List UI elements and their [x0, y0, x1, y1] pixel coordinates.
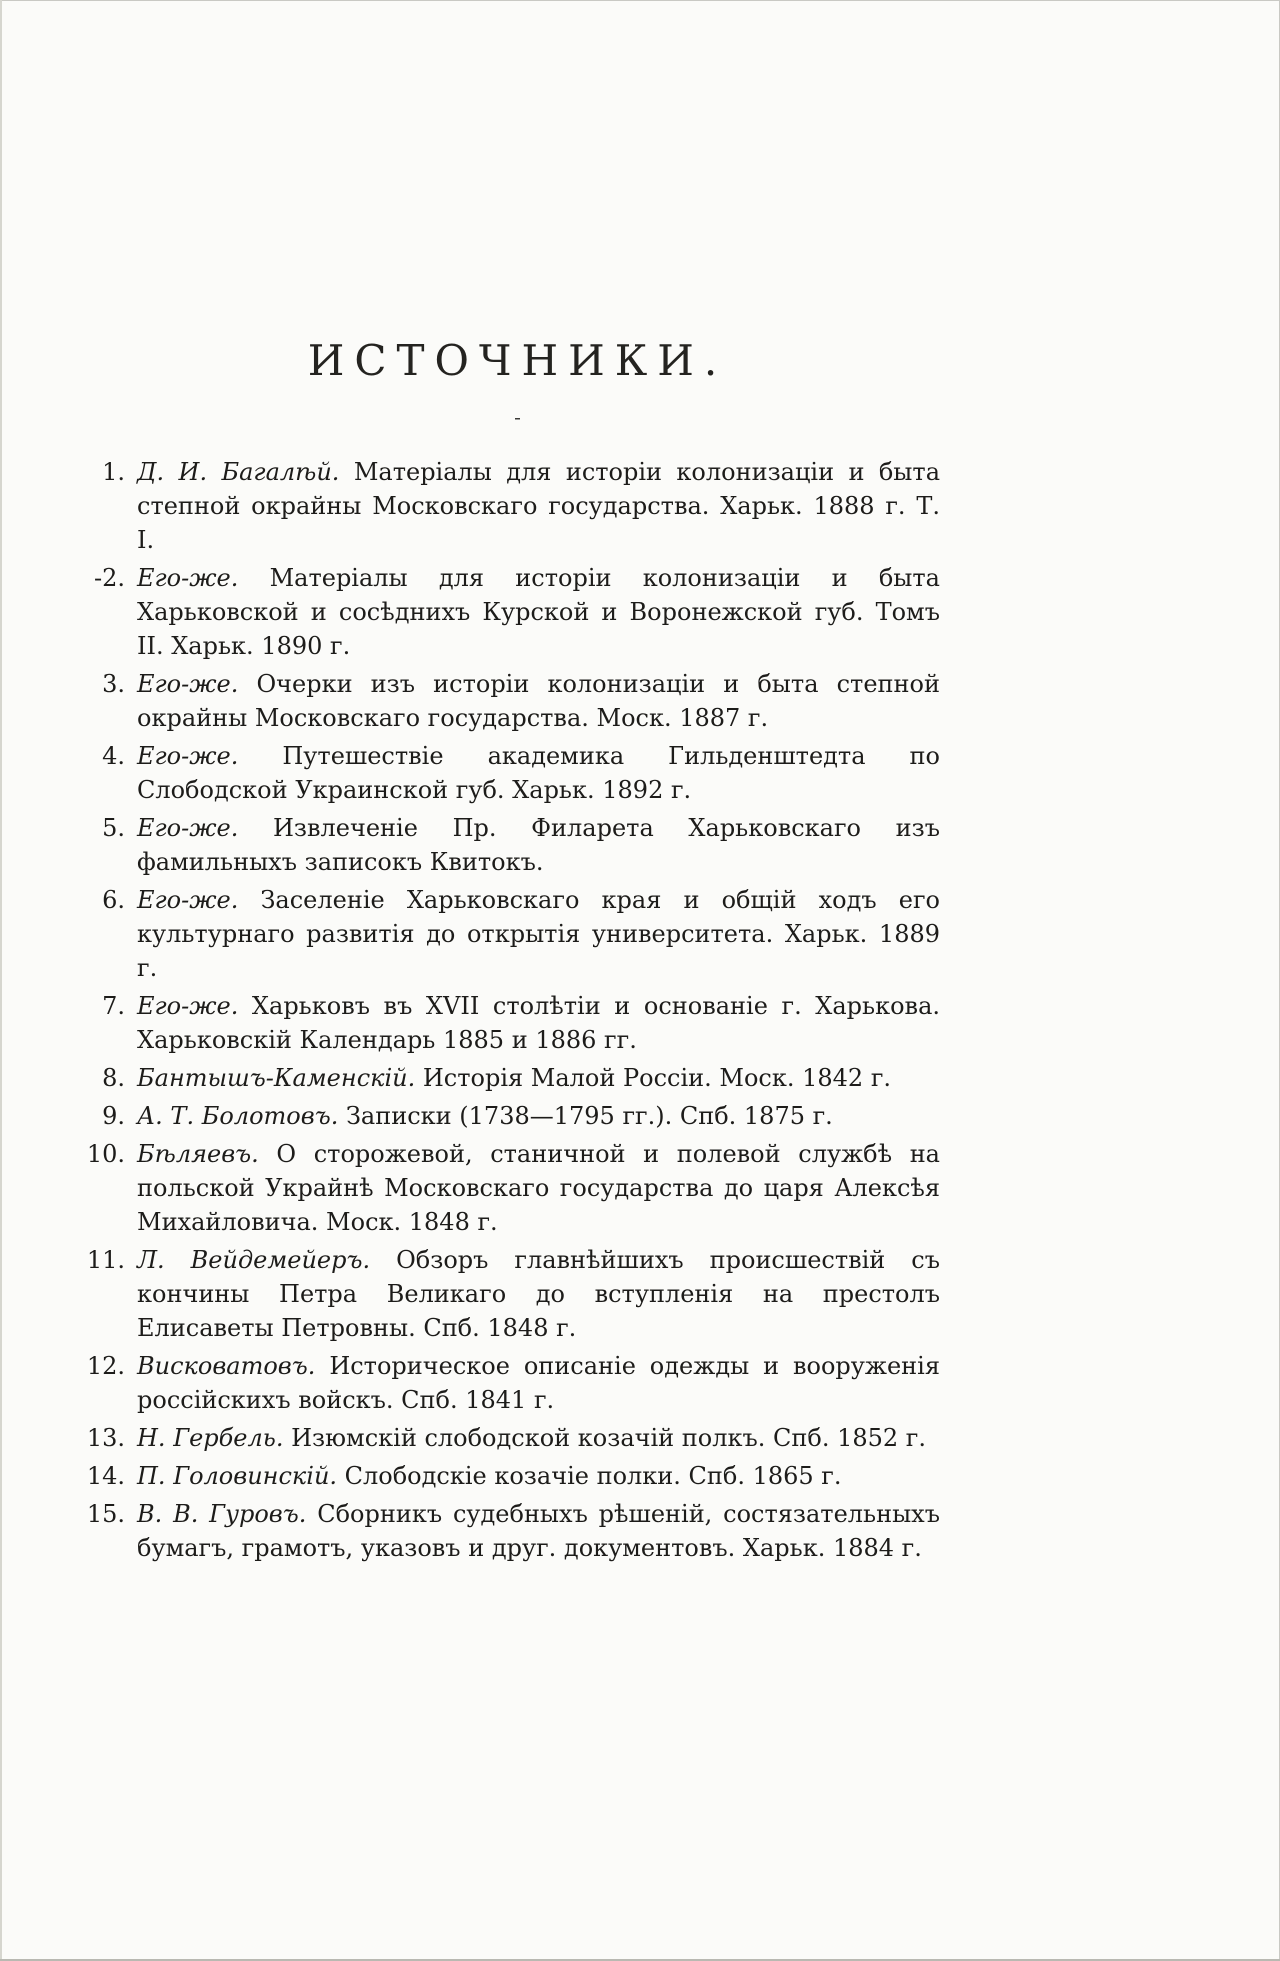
item-author: Его-же. — [137, 992, 239, 1020]
list-item — [95, 455, 940, 557]
list-item — [86, 1497, 940, 1565]
item-text: Историческое описаніе одежды и вооруженія россійскихъ войскъ. Спб. 1841 г. — [137, 1352, 940, 1414]
item-number: 12. — [86, 1352, 125, 1380]
item-author: Его-же. — [137, 814, 239, 842]
item-author: Д. И. Багалѣй. — [137, 458, 340, 486]
item-text: Записки (1738—1795 гг.). Спб. 1875 г. — [345, 1102, 833, 1130]
list-item — [86, 1243, 940, 1345]
item-text: Матеріалы для исторіи колонизаціи и быта Харьковской и сосѣднихъ Курской и Воронежской губ. Томъ II. Харьк. 1890 г. — [137, 564, 940, 660]
title-ornament: - — [514, 405, 521, 429]
item-number: 13. — [86, 1424, 125, 1452]
item-author: П. Головинскій. — [137, 1462, 338, 1490]
list-item — [95, 561, 940, 663]
item-text: Заселеніе Харьковскаго края и общій ходъ его культурнаго развитія до открытія университета. Харьк. 1889 г. — [137, 886, 940, 982]
list-item — [95, 667, 940, 735]
item-number: 1. — [102, 458, 125, 486]
page-title: ИСТОЧНИКИ. — [307, 336, 728, 385]
item-author: Его-же. — [137, 886, 239, 914]
item-text: Очерки изъ исторіи колонизаціи и быта степной окрайны Московскаго государства. Моск. 1887 г. — [137, 670, 940, 732]
bibliography-list — [86, 455, 940, 1565]
item-number: 7. — [102, 992, 125, 1020]
item-author: Бантышъ-Каменскій. — [137, 1064, 416, 1092]
item-text: Изюмскій слободской козачій полкъ. Спб. 1852 г. — [291, 1424, 926, 1452]
item-number: -2. — [93, 564, 125, 592]
item-author: Н. Гербель. — [137, 1424, 284, 1452]
item-author: Его-же. — [137, 670, 239, 698]
list-item — [95, 739, 940, 807]
item-text: Извлеченіе Пр. Филарета Харьковскаго изъ фамильныхъ записокъ Квитокъ. — [137, 814, 940, 876]
item-text: Харьковъ въ XVII столѣтіи и основаніе г. Харькова. Харьковскій Календарь 1885 и 1886 гг. — [137, 992, 940, 1054]
item-number: 5. — [102, 814, 125, 842]
item-author: Висковатовъ. — [137, 1352, 316, 1380]
page-content — [86, 0, 940, 1569]
item-text: Обзоръ главнѣйшихъ происшествій съ кончины Петра Великаго до вступленія на престолъ Елисаветы Петровны. Спб. 1848 г. — [137, 1246, 940, 1342]
item-text: О сторожевой, станичной и полевой службѣ на польской Украйнѣ Московскаго государства до царя Алексѣя Михайловича. Моск. 1848 г. — [137, 1140, 940, 1236]
item-number: 15. — [86, 1500, 125, 1528]
item-author: Его-же. — [137, 742, 239, 770]
list-item — [95, 989, 940, 1057]
item-author: Л. Вейдемейеръ. — [137, 1246, 371, 1274]
list-item — [95, 1061, 940, 1095]
item-number: 10. — [86, 1140, 125, 1168]
list-item — [86, 1459, 940, 1493]
item-number: 9. — [102, 1102, 125, 1130]
item-number: 14. — [86, 1462, 125, 1490]
list-item — [86, 1421, 940, 1455]
list-item — [95, 883, 940, 985]
item-author: Его-же. — [137, 564, 239, 592]
item-text: Исторія Малой Россіи. Моск. 1842 г. — [422, 1064, 892, 1092]
item-author: Бѣляевъ. — [137, 1140, 259, 1168]
item-number: 4. — [102, 742, 125, 770]
item-author: В. В. Гуровъ. — [137, 1500, 307, 1528]
item-number: 11. — [86, 1246, 125, 1274]
list-item — [95, 1099, 940, 1133]
list-item — [86, 1137, 940, 1239]
item-text: Путешествіе академика Гильденштедта по Слободской Украинской губ. Харьк. 1892 г. — [137, 742, 940, 804]
item-text: Матеріалы для исторіи колонизаціи и быта степной окрайны Московскаго государства. Харьк. 1888 г. Т. I. — [137, 458, 940, 554]
item-number: 6. — [102, 886, 125, 914]
list-item — [95, 811, 940, 879]
item-number: 3. — [102, 670, 125, 698]
item-text: Сборникъ судебныхъ рѣшеній, состязательныхъ бумагъ, грамотъ, указовъ и друг. документовъ. Харьк. 1884 г. — [137, 1500, 940, 1562]
item-number: 8. — [102, 1064, 125, 1092]
list-item — [86, 1349, 940, 1417]
item-author: А. Т. Болотовъ. — [137, 1102, 339, 1130]
item-text: Слободскіе козачіе полки. Спб. 1865 г. — [344, 1462, 842, 1490]
